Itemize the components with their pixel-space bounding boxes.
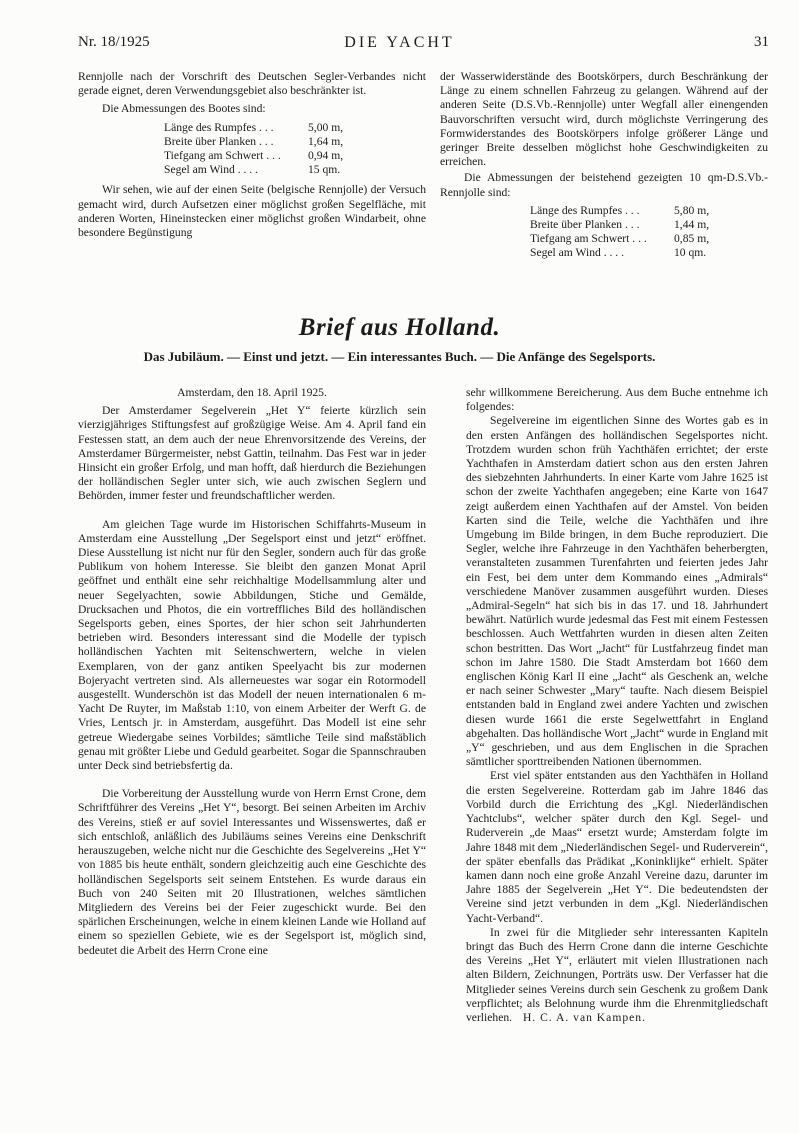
paragraph: Die Abmessungen des Bootes sind:: [102, 102, 266, 116]
spec-row: Segel am Wind . . . . 15 qm.: [164, 163, 341, 177]
article-title: Brief aus Holland.: [298, 314, 501, 341]
paragraph: Die Abmessungen der beistehend gezeigten 10 qm-D.S.Vb.-Rennjolle sind:: [440, 171, 768, 199]
paragraph: [466, 926, 768, 1025]
spec-table: [164, 121, 426, 178]
paragraph: Rennjolle nach der Vorschrift des Deutschen Segler-Verbandes nicht gerade eignet, deren Verwendungsgebiet also beschränkter ist.: [78, 70, 426, 98]
paragraph: Die Vorbereitung der Ausstellung wurde von Herrn Ernst Crone, dem Schriftführer des Vereins „Het Y“, besorgt. Bei seinen Arbeiten im Archiv des Vereins, stieß er auf soviel Interessantes und Wissenswertes, daß er sich entschloß, anläßlich des Jubiläums seines Vereins eine Denkschrift herauszugeben, welche nicht nur die Geschichte des Segelvereins „Het Y“ von 1885 bis heute enthält, sondern gleichzeitig auch eine Geschichte des holländischen Segelsports seit seinem Entstehen. Es wurde daraus ein Buch von 240 Seiten mit 20 Illustrationen, welches sämtlichen Mitgliedern des Vereins bei der Feier zugeschickt wurde. Bei den spärlichen Erscheinungen, welche in einem kleinen Lande wie Holland auf einem so speziellen Gebiete, wie es der Segelsport ist, möglich sind, bedeutet die Arbeit des Herrn Crone eine: [78, 787, 426, 957]
author-signature: H. C. A. van Kampen.: [522, 1010, 646, 1024]
top-right-column: [440, 70, 768, 267]
top-left-column: [78, 70, 426, 240]
article-subtitle: Das Jubiläum. — Einst und jetzt. — Ein interessantes Buch. — Die Anfänge des Segelsports.: [143, 349, 656, 364]
paragraph: Segelvereine im eigentlichen Sinne des Wortes gab es in den ersten Anfängen des holländischen Segelsportes nicht. Trotzdem wurden schon früh Yachthäfen errichtet; der erste Yachthafen in Amsterdam datiert schon aus den ersten Jahren des siebzehnten Jahrhunderts. In einer Karte vom Jahre 1625 ist schon der zweite Yachthafen angegeben; eine Karte von 1647 zeigt außerdem einen Yachthafen auf der Amstel. Von beiden Karten sind die Teile, welche die Yachthäfen und ihre Umgebung im Bilde bringen, in dem Buche reproduziert. Die Segler, welche ihre Fahrzeuge in den Yachthäfen beherbergten, veranstalteten zusammen Turenfahrten und feierten jedes Jahr ein Fest, bei dem unter dem Kommando eines „Admirals“ verschiedene Manöver zusammen ausgeführt wurden. Dieses „Admiral-Segeln“ hat sich bis in das 17. und 18. Jahrhundert bewährt. Natürlich wurde jedesmal das Fest mit einem Festessen beschlossen. Auch Wettfahrten wurden in diesen alten Zeiten schon bestritten. Das Wort „Jacht“ für Lustfahrzeug findet man schon im Jahre 1580. Die Stadt Amsterdam bot 1660 dem englischen König Karl II eine „Jacht“ als Geschenk an, welche er nach seiner Schwester „Mary“ taufte. Nach diesem Beispiel entstanden bald in England zwei andere Yachten und zwischen diesen wurde 1661 die erste Segelwettfahrt in England abgehalten. Das holländische Wort „Jacht“ wurde in England mit „Y“ geschrieben, und aus dem Englischen in die Sprachen sämtlicher sporttreibenden Nationen übernommen.: [466, 414, 768, 769]
spec-row: Länge des Rumpfes . . . 5,00 m,: [164, 120, 344, 134]
paragraph: sehr willkommene Bereicherung. Aus dem Buche entnehme ich folgendes:: [466, 386, 768, 414]
page-number: 31: [754, 34, 769, 50]
spec-row: Tiefgang am Schwert . . . 0,85 m,: [530, 232, 710, 246]
paragraph: Am gleichen Tage wurde im Historischen Schiffahrts-Museum in Amsterdam eine Ausstellung „Der Segelsport einst und jetzt“ eröffnet. Diese Ausstellung ist nicht nur für den Segler, sondern auch für das große Publikum von hohem Interesse. Sie bleibt den ganzen Monat April geöffnet und enthält eine sehr reichhaltige Modellsammlung alter und neuer Segelyachten, sowie Abbildungen, Stiche und Gemälde, Drucksachen und Photos, die ein vortreffliches Bild des holländischen Segelsports geben, eines Sportes, der hier schon seit Jahrhunderten betrieben wird. Besonders interessant sind die Modelle der typisch holländischen Yachten mit Seitenschwertern, welche in vielen Exemplaren, von der ganz antiken Speelyacht bis zur modernen Bojeryacht vertreten sind. Als allerneuestes war sogar ein Rotormodell ausgestellt. Wunderschön ist das Modell der neuen internationalen 6 m-Yacht De Ruyter, im Maßstab 1:10, von einem Arbeiter der Werft G. de Vries, Lentsch jr. in Amsterdam, ausgeführt. Das Modell ist eine sehr getreue Wiedergabe seines Vorbildes; sämtliche Teile sind maßstäblich genau mit größter Liebe und Geduld gearbeitet. Sogar die Spannschrauben unter Deck sind betriebsfertig da.: [78, 517, 426, 773]
spec-row: Segel am Wind . . . . 10 qm.: [530, 246, 707, 260]
paragraph: Wir sehen, wie auf der einen Seite (belgische Rennjolle) der Versuch gemacht wird, durch Aufsetzen einer möglichst großen Segelfläche, mit anderen Worten, Hineinstecken einer möglichst großen Windarbeit, ohne besondere Begünstigung: [78, 183, 426, 240]
dateline: Amsterdam, den 18. April 1925.: [177, 386, 327, 399]
spec-table: [530, 204, 768, 261]
spec-row: Länge des Rumpfes . . . 5,80 m,: [530, 203, 710, 217]
paragraph: der Wasserwiderstände des Bootskörpers, durch Beschränkung der Länge zu einem schnellen Fahrzeug zu gelangen. Während auf der anderen Seite (D.S.Vb.-Rennjolle) unter Wegfall aller einengenden Bauvorschriften versucht wird, durch möglichste Verringerung des Formwiderstandes des Bootskörpers infolge größerer Länge und geringer Breite desselben möglichst hohe Geschwindigkeiten zu erreichen.: [440, 70, 768, 169]
spec-row: Tiefgang am Schwert . . . 0,94 m,: [164, 149, 344, 163]
magazine-title: DIE YACHT: [344, 34, 455, 51]
spec-row: Breite über Planken . . . 1,64 m,: [164, 134, 344, 148]
article-left-column: [78, 386, 426, 958]
paragraph: Der Amsterdamer Segelverein „Het Y“ feierte kürzlich sein vierzigjähriges Stiftungsfest auf großzügige Weise. Am 4. April fand ein Festessen statt, an dem auch der neue Ehrenvorsitzende des Vereins, der Amsterdamer Bürgermeister, nebst Gattin, teilnahm. Das Fest war in jeder Hinsicht ein großer Erfolg, und man hofft, daß hierdurch die Beziehungen der holländischen Segler unter sich, wie auch zwischen Seglern und Behörden, immer fester und freundschaftlicher werden.: [78, 404, 426, 503]
issue-number: Nr. 18/1925: [78, 34, 150, 50]
spec-row: Breite über Planken . . . 1,44 m,: [530, 218, 710, 232]
article-right-column: [466, 386, 768, 1025]
paragraph: Erst viel später entstanden aus den Yachthäfen in Holland die ersten Segelvereine. Rotterdam gab im Jahre 1846 das Vorbild durch die Errichtung des „Kgl. Niederländischen Yachtclubs“, welcher später durch den Kgl. Segel- und Ruderverein „de Maas“ ersetzt wurde; Amsterdam folgte im Jahre 1848 mit dem „Niederländischen Segel- und Ruderverein“, der später ebenfalls das Prädikat „Koninklijke“ erhielt. Später kamen dann noch eine große Anzahl Vereine dazu, darunter im Jahre 1885 der Segelverein „Het Y“. Die bedeutendsten der Vereine sind jetzt verbunden in dem „Kgl. Niederländischen Yacht-Verband“.: [466, 769, 768, 925]
paragraph-text: In zwei für die Mitglieder sehr interessanten Kapiteln bringt das Buch des Herrn Crone dann die interne Geschichte des Vereins „Het Y“, erläutert mit vielen Illustrationen nach alten Bildern, Zeichnungen, Porträts usw. Der Verfasser hat die Mitglieder seines Vereins durch sein Geschenk zu großem Dank verpflichtet; als Belohnung wurde ihm die Ehrenmitgliedschaft verliehen.: [466, 925, 768, 1024]
